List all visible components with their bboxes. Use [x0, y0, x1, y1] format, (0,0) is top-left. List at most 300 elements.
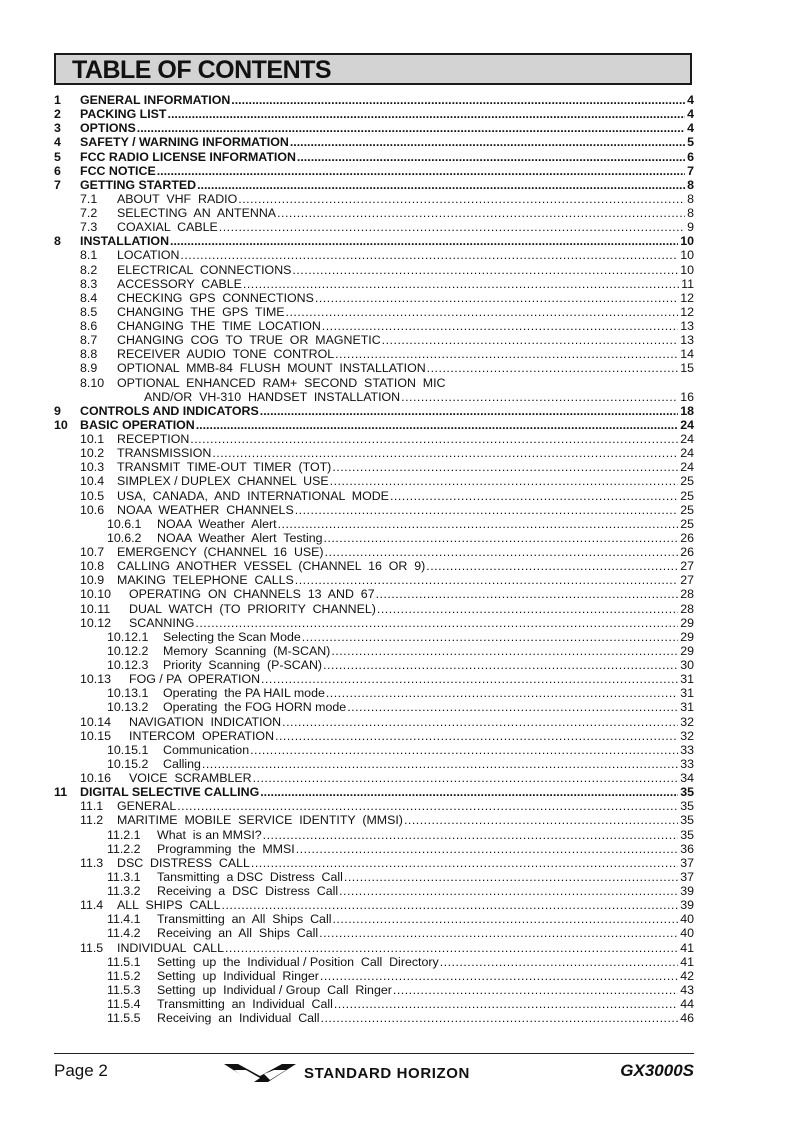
toc-entry: [54, 757, 694, 771]
toc-entry-title: CHANGING THE GPS TIME: [117, 304, 285, 319]
toc-entry-title: Tansmitting a DSC Distress Call: [157, 869, 343, 884]
toc-entry-title: CHANGING COG TO TRUE OR MAGNETIC: [117, 333, 381, 348]
toc-entry: [54, 616, 694, 630]
toc-entry: [54, 390, 694, 404]
toc-entry-title: NAVIGATION INDICATION: [129, 714, 282, 729]
toc-entry: [54, 460, 694, 474]
toc-entry: [54, 926, 694, 940]
toc-entry: [54, 729, 694, 743]
toc-entry-number: 7: [54, 177, 61, 192]
toc-entry-leader: [320, 969, 678, 983]
toc-entry-title: Communication: [163, 742, 250, 757]
toc-entry-leader: [393, 983, 678, 997]
toc-entry-title: Calling: [163, 756, 201, 771]
toc-entry-title: AND/OR VH-310 HANDSET INSTALLATION: [144, 389, 401, 404]
toc-entry: [54, 404, 694, 418]
toc-entry-number: 10.7: [80, 545, 105, 559]
toc-entry-number: 10.12: [80, 615, 112, 630]
toc-entry: [54, 813, 694, 827]
toc-entry-page: 12: [680, 290, 694, 305]
toc-entry-leader: [225, 941, 678, 955]
toc-entry-page: 29: [680, 643, 694, 658]
toc-entry-number: 2: [54, 107, 61, 122]
toc-entry-page: 13: [680, 319, 694, 333]
toc-entry-page: 33: [680, 756, 694, 771]
toc-entry-number: 9: [54, 403, 61, 418]
toc-entry-number: 10.1: [80, 432, 105, 446]
toc-entry: [54, 771, 694, 785]
toc-entry-leader: [322, 319, 678, 333]
toc-entry-title: DUAL WATCH (TO PRIORITY CHANNEL): [129, 601, 376, 616]
toc-entry-page: 35: [680, 799, 694, 814]
toc-entry-leader: [277, 206, 685, 220]
toc-entry-leader: [170, 234, 678, 248]
toc-entry: [54, 658, 694, 672]
toc-entry-page: 34: [680, 771, 694, 785]
toc-entry-title: SELECTING AN ANTENNA: [117, 206, 277, 220]
toc-entry-page: 6: [687, 149, 694, 164]
toc-entry: [54, 418, 694, 432]
toc-entry-leader: [390, 489, 678, 503]
toc-entry-number: 8.2: [80, 262, 98, 277]
toc-entry-number: 10.15: [80, 728, 112, 743]
toc-entry-page: 43: [680, 982, 694, 997]
toc-entry-number: 4: [54, 135, 61, 150]
toc-entry-page: 35: [680, 785, 694, 800]
toc-entry-leader: [382, 333, 679, 347]
toc-entry-number: 10.15.2: [107, 756, 149, 771]
toc-entry-page: 26: [680, 530, 694, 545]
toc-entry-number: 10.2: [80, 446, 105, 461]
toc-entry-title: Setting up the Individual / Position Call Directory: [157, 954, 439, 969]
toc-entry: [54, 672, 694, 686]
toc-entry-number: 11: [54, 785, 68, 800]
toc-entry-leader: [297, 150, 685, 164]
toc-entry-title: VOICE SCRAMBLER: [129, 771, 252, 785]
toc-entry-page: 13: [680, 333, 694, 348]
toc-entry-title: ACCESSORY CABLE: [117, 276, 242, 291]
toc-entry-title: PACKING LIST: [80, 107, 167, 122]
toc-entry-number: 10.12.3: [107, 658, 149, 672]
toc-entry-page: 5: [687, 135, 694, 150]
toc-entry-page: 16: [680, 389, 694, 404]
toc-entry-title: SAFETY / WARNING INFORMATION: [80, 135, 289, 150]
toc-entry-title: FCC NOTICE: [80, 163, 156, 178]
toc-entry-page: 8: [687, 206, 694, 220]
toc-entry-leader: [286, 305, 679, 319]
toc-entry-title: INTERCOM OPERATION: [129, 728, 275, 743]
toc-entry-title: NOAA Weather Alert Testing: [157, 530, 323, 545]
page-title: TABLE OF CONTENTS: [72, 56, 332, 84]
toc-entry: [54, 178, 694, 192]
toc-entry-title: Operating the PA HAIL mode: [163, 686, 325, 701]
toc-entry: [54, 559, 694, 573]
toc-entry: [54, 545, 694, 559]
toc-entry-number: 8: [54, 234, 61, 249]
toc-entry-leader: [177, 799, 678, 813]
toc-entry-title: Memory Scanning (M-SCAN): [163, 643, 331, 658]
toc-entry-title: BASIC OPERATION: [80, 417, 195, 432]
toc-entry-page: 12: [680, 304, 694, 319]
toc-entry-page: 32: [680, 728, 694, 743]
toc-entry-title: MARITIME MOBILE SERVICE IDENTITY (MMSI): [117, 813, 403, 828]
toc-entry-page: 29: [680, 615, 694, 630]
toc-entry-leader: [180, 248, 678, 262]
toc-entry-page: 7: [687, 163, 694, 178]
toc-entry-page: 30: [680, 658, 694, 672]
toc-entry-number: 11.5.2: [107, 968, 141, 983]
toc-entry-number: 10.12.1: [107, 629, 149, 644]
toc-entry-number: 10.10: [80, 587, 112, 602]
toc-entry-leader: [404, 813, 678, 827]
toc-entry: [54, 474, 694, 488]
toc-entry-number: 1: [54, 93, 61, 107]
toc-entry: [54, 263, 694, 277]
toc-entry-title: SIMPLEX / DUPLEX CHANNEL USE: [117, 474, 329, 489]
toc-entry: [54, 248, 694, 262]
toc-entry-number: 10.11: [80, 601, 111, 616]
toc-entry-number: 11.4.2: [107, 926, 141, 941]
toc-entry-page: 28: [680, 601, 694, 616]
toc-entry: [54, 446, 694, 460]
toc-entry-title: OPTIONS: [80, 121, 136, 136]
toc-entry-number: 10.4: [80, 474, 105, 489]
toc-entry-leader: [278, 517, 679, 531]
toc-entry-number: 8.5: [80, 304, 98, 319]
toc-entry-leader: [426, 559, 678, 573]
toc-entry-number: 10.5: [80, 488, 105, 503]
toc-entry: [54, 361, 694, 375]
toc-entry-page: 24: [680, 432, 694, 446]
toc-entry: [54, 644, 694, 658]
toc-entry-title: DSC DISTRESS CALL: [117, 855, 250, 870]
toc-entry-page: 33: [680, 742, 694, 757]
toc-entry-title: GETTING STARTED: [80, 177, 197, 192]
toc-entry: [54, 150, 694, 164]
toc-entry-page: 8: [687, 177, 694, 192]
toc-entry: [54, 602, 694, 616]
toc-entry-page: 4: [687, 107, 694, 122]
toc-entry: [54, 319, 694, 333]
toc-entry-leader: [202, 757, 678, 771]
toc-entry: [54, 785, 694, 799]
toc-entry-number: 7.2: [80, 206, 98, 220]
toc-entry-page: 37: [680, 869, 694, 884]
toc-entry-leader: [157, 164, 685, 178]
toc-list: [54, 93, 694, 1025]
toc-entry: [54, 291, 694, 305]
toc-entry-leader: [251, 856, 678, 870]
toc-entry-number: 11.5.3: [107, 982, 141, 997]
toc-entry-page: 25: [680, 502, 694, 517]
toc-entry-title: RECEPTION: [117, 432, 190, 446]
toc-entry-number: 11.4.1: [107, 912, 141, 927]
toc-entry-number: 11.4: [80, 898, 104, 913]
toc-entry-page: 24: [680, 446, 694, 461]
toc-entry-title: EMERGENCY (CHANNEL 16 USE): [117, 545, 324, 559]
toc-entry-leader: [427, 361, 679, 375]
toc-entry-page: 41: [680, 954, 694, 969]
toc-entry-leader: [376, 587, 679, 601]
toc-entry-title: ABOUT VHF RADIO: [117, 191, 238, 206]
toc-entry: [54, 107, 694, 121]
toc-entry-title: CALLING ANOTHER VESSEL (CHANNEL 16 OR 9): [117, 559, 426, 574]
toc-entry-page: 44: [680, 997, 694, 1011]
toc-entry-number: 11.5: [80, 940, 104, 955]
toc-entry: [54, 997, 694, 1011]
toc-entry-title: Priority Scanning (P-SCAN): [163, 658, 323, 672]
toc-entry-leader: [315, 291, 678, 305]
toc-entry: [54, 799, 694, 813]
toc-entry-title: ALL SHIPS CALL: [117, 898, 221, 913]
toc-entry-page: 41: [680, 940, 694, 955]
toc-entry-number: 10.6.2: [107, 530, 142, 545]
toc-entry: [54, 870, 694, 884]
toc-entry: [54, 517, 694, 531]
toc-entry-title: What is an MMSI?: [157, 827, 262, 842]
toc-entry-number: 8.1: [80, 248, 98, 263]
toc-entry-leader: [195, 616, 678, 630]
toc-entry-leader: [339, 884, 678, 898]
toc-entry-leader: [332, 912, 678, 926]
footer-page-number: Page 2: [54, 1061, 108, 1080]
toc-entry-leader: [302, 630, 678, 644]
toc-entry-page: 40: [680, 912, 694, 927]
toc-entry-leader: [137, 121, 685, 135]
toc-entry-page: 24: [680, 417, 694, 432]
toc-entry-number: 10.3: [80, 460, 105, 475]
toc-entry: [54, 743, 694, 757]
toc-entry: [54, 164, 694, 178]
toc-entry-leader: [401, 390, 678, 404]
toc-entry-number: 8.3: [80, 276, 98, 291]
toc-entry: [54, 955, 694, 969]
toc-entry-title: Receiving an All Ships Call: [157, 926, 319, 941]
toc-entry-title: Selecting the Scan Mode: [163, 629, 301, 644]
toc-entry-leader: [222, 898, 679, 912]
toc-entry-number: 11.2.2: [107, 841, 141, 856]
toc-entry-leader: [250, 743, 678, 757]
footer-divider: [54, 1053, 694, 1054]
toc-entry-leader: [261, 672, 678, 686]
toc-entry-title: CHECKING GPS CONNECTIONS: [117, 290, 314, 305]
toc-entry-number: 11.5.1: [107, 954, 141, 969]
toc-entry-leader: [253, 771, 679, 785]
toc-entry-title: Setting up Individual Ringer: [157, 968, 319, 983]
toc-entry-page: 11: [681, 276, 694, 291]
toc-entry-title: RECEIVER AUDIO TONE CONTROL: [117, 347, 335, 362]
toc-entry-page: 24: [680, 460, 694, 475]
toc-entry: [54, 93, 694, 107]
toc-entry-page: 31: [680, 700, 694, 715]
toc-entry-page: 31: [680, 672, 694, 687]
toc-entry-title: MAKING TELEPHONE CALLS: [117, 573, 294, 588]
toc-entry-leader: [219, 220, 685, 234]
toc-entry-number: 10.13: [80, 672, 112, 687]
toc-entry-page: 27: [680, 559, 694, 574]
toc-entry-title: Receiving a DSC Distress Call: [157, 884, 339, 898]
toc-entry-leader: [332, 460, 678, 474]
toc-entry: [54, 277, 694, 291]
toc-entry: [54, 969, 694, 983]
standard-horizon-logo-icon: [224, 1062, 296, 1084]
toc-entry: [54, 884, 694, 898]
toc-entry-title: INDIVIDUAL CALL: [117, 940, 224, 955]
toc-entry-number: 8.4: [80, 290, 98, 305]
toc-entry: [54, 347, 694, 361]
toc-entry-leader: [326, 686, 678, 700]
toc-entry-page: 46: [680, 1011, 694, 1026]
toc-entry-title: ELECTRICAL CONNECTIONS: [117, 262, 292, 277]
toc-entry: [54, 700, 694, 714]
toc-entry-page: 29: [680, 629, 694, 644]
toc-entry-page: 10: [680, 248, 694, 263]
toc-entry-number: 10.13.1: [107, 686, 149, 701]
toc-entry-title: OPTIONAL ENHANCED RAM+ SECOND STATION MIC: [117, 375, 446, 390]
toc-entry-leader: [231, 93, 685, 107]
toc-entry: [54, 531, 694, 545]
toc-entry-leader: [331, 644, 678, 658]
toc-entry: [54, 630, 694, 644]
toc-entry-leader: [290, 135, 685, 149]
toc-entry-page: 35: [680, 813, 694, 828]
toc-entry: [54, 376, 694, 390]
toc-entry-title: FOG / PA OPERATION: [129, 672, 261, 687]
toc-entry-page: 35: [680, 827, 694, 842]
footer-model: GX3000S: [620, 1061, 694, 1080]
toc-entry-page: 9: [687, 220, 694, 235]
toc-entry-page: 25: [680, 474, 694, 489]
toc-entry-leader: [295, 573, 678, 587]
toc-entry-leader: [296, 842, 678, 856]
toc-entry-page: 10: [680, 262, 694, 277]
toc-entry-page: 26: [680, 545, 694, 559]
toc-entry: [54, 941, 694, 955]
toc-entry-page: 4: [687, 93, 694, 107]
toc-entry-number: 11.2.1: [107, 827, 141, 842]
toc-entry-leader: [168, 107, 686, 121]
toc-entry-title: GENERAL: [117, 799, 177, 814]
toc-entry-title: CONTROLS AND INDICATORS: [80, 403, 259, 418]
toc-entry-number: 8.6: [80, 319, 98, 333]
toc-entry-title: LOCATION: [117, 248, 180, 263]
toc-entry-leader: [197, 178, 685, 192]
toc-entry-page: 14: [680, 347, 694, 362]
toc-entry: [54, 121, 694, 135]
toc-entry: [54, 573, 694, 587]
toc-entry-page: 39: [680, 898, 694, 913]
toc-entry-title: OPTIONAL MMB-84 FLUSH MOUNT INSTALLATION: [117, 361, 426, 376]
toc-entry-leader: [196, 418, 678, 432]
toc-entry: [54, 432, 694, 446]
toc-entry-number: 11.1: [80, 799, 104, 814]
toc-entry-page: 40: [680, 926, 694, 941]
toc-entry-title: DIGITAL SELECTIVE CALLING: [80, 785, 260, 800]
toc-entry-number: 8.7: [80, 333, 98, 348]
toc-entry-leader: [324, 531, 679, 545]
toc-entry-title: GENERAL INFORMATION: [80, 93, 231, 107]
toc-entry-number: 8.9: [80, 361, 98, 376]
toc-entry-number: 10.16: [80, 771, 112, 785]
toc-entry: [54, 898, 694, 912]
toc-entry-title: Transmitting an All Ships Call: [157, 912, 332, 927]
toc-entry: [54, 489, 694, 503]
toc-entry-title: NOAA WEATHER CHANNELS: [117, 502, 294, 517]
toc-entry-leader: [282, 715, 678, 729]
toc-entry-number: 11.2: [80, 813, 104, 828]
toc-entry-number: 10.9: [80, 573, 105, 588]
toc-entry: [54, 135, 694, 149]
toc-entry-leader: [275, 729, 678, 743]
toc-entry-title: Programming the MMSI: [157, 841, 295, 856]
toc-entry: [54, 715, 694, 729]
toc-entry: [54, 333, 694, 347]
toc-entry-number: 10.8: [80, 559, 105, 574]
toc-entry: [54, 503, 694, 517]
toc-entry: [54, 220, 694, 234]
toc-entry-number: 8.10: [80, 375, 105, 390]
toc-entry-title: Setting up Individual / Group Call Ringer: [157, 982, 392, 997]
toc-entry-title: Operating the FOG HORN mode: [163, 700, 347, 715]
toc-entry-title: Receiving an Individual Call: [157, 1011, 320, 1026]
toc-entry-leader: [323, 658, 678, 672]
brand-logo: [224, 1060, 470, 1086]
toc-entry: [54, 234, 694, 248]
toc-entry-page: 28: [680, 587, 694, 602]
toc-entry-number: 3: [54, 121, 61, 136]
toc-entry: [54, 1011, 694, 1025]
toc-header: [54, 53, 692, 85]
toc-entry-page: 42: [680, 968, 694, 983]
toc-entry-number: 7.1: [80, 191, 98, 206]
toc-entry-leader: [347, 700, 678, 714]
toc-entry-leader: [325, 545, 679, 559]
toc-entry: [54, 587, 694, 601]
toc-entry: [54, 305, 694, 319]
toc-entry: [54, 206, 694, 220]
toc-entry-number: 10.12.2: [107, 643, 149, 658]
toc-entry-leader: [260, 785, 678, 799]
toc-entry-title: OPERATING ON CHANNELS 13 AND 67: [129, 587, 375, 602]
toc-entry-title: FCC RADIO LICENSE INFORMATION: [80, 149, 296, 164]
toc-entry-title: Transmitting an Individual Call: [157, 997, 333, 1011]
toc-entry-title: SCANNING: [129, 615, 195, 630]
toc-entry-page: 10: [680, 234, 694, 249]
toc-entry-leader: [440, 955, 679, 969]
toc-entry-number: 8.8: [80, 347, 98, 362]
toc-entry-leader: [335, 347, 678, 361]
toc-entry-page: 25: [680, 516, 694, 531]
toc-entry-leader: [238, 192, 685, 206]
toc-entry-number: 10.14: [80, 714, 112, 729]
toc-entry-number: 10: [54, 417, 68, 432]
toc-entry-leader: [263, 828, 679, 842]
toc-entry-number: 5: [54, 149, 61, 164]
toc-entry: [54, 912, 694, 926]
toc-entry-page: 32: [680, 714, 694, 729]
toc-entry-page: 8: [687, 191, 694, 206]
toc-entry-title: TRANSMIT TIME-OUT TIMER (TOT): [117, 460, 332, 475]
toc-entry-title: USA, CANADA, AND INTERNATIONAL MODE: [117, 488, 389, 503]
toc-entry-leader: [330, 474, 679, 488]
toc-entry-leader: [292, 263, 678, 277]
toc-entry-title: NOAA Weather Alert: [157, 516, 277, 531]
toc-entry-leader: [212, 446, 678, 460]
toc-entry-title: INSTALLATION: [80, 234, 170, 249]
toc-entry-number: 7.3: [80, 220, 98, 235]
toc-entry-leader: [321, 1011, 679, 1025]
toc-entry-title: TRANSMISSION: [117, 446, 212, 461]
